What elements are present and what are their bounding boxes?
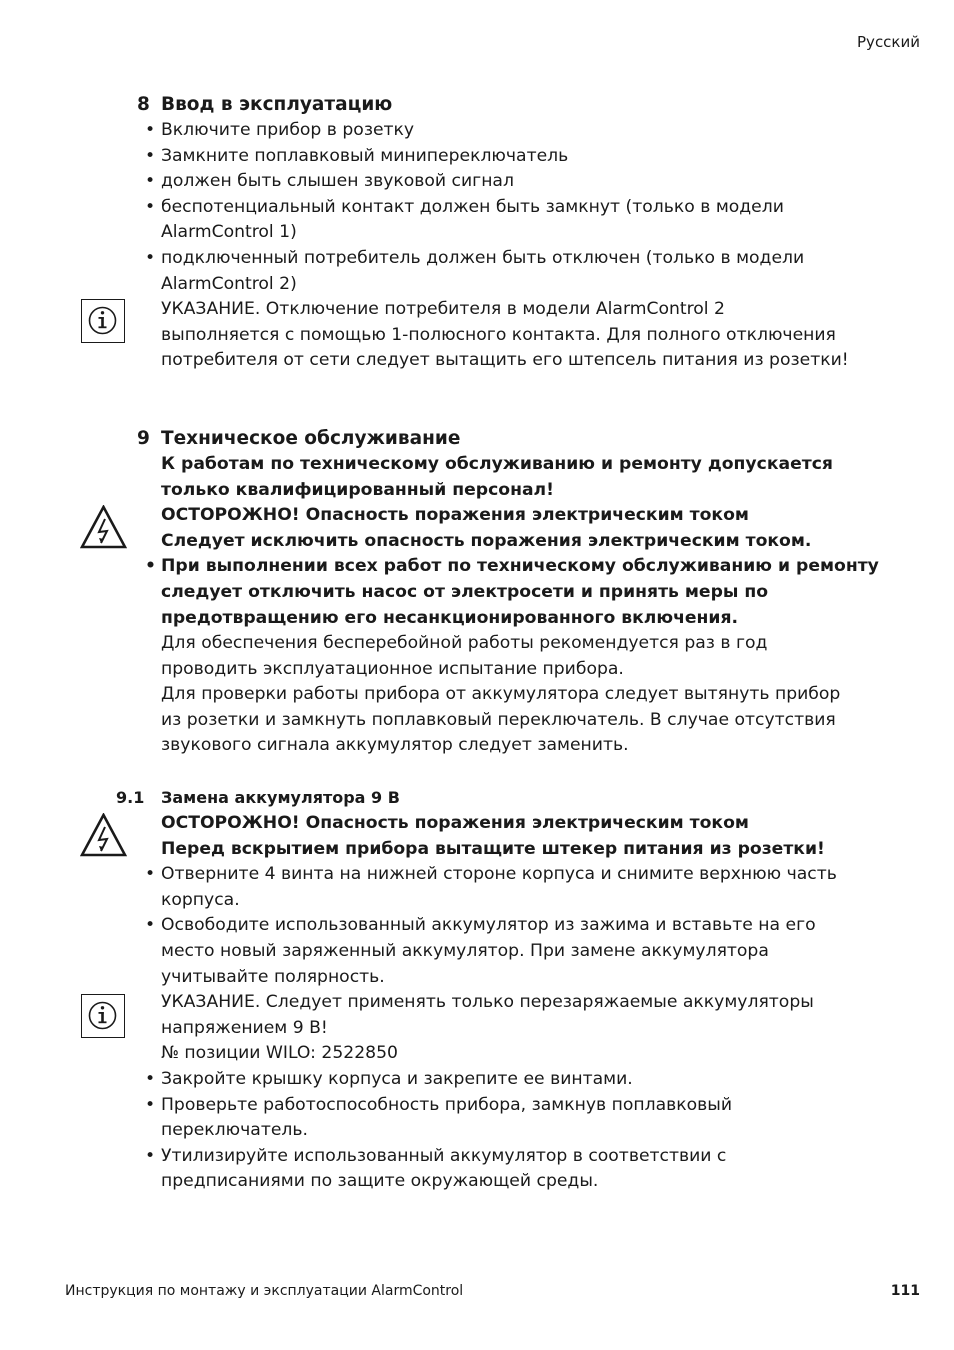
list-item-continuation: учитывайте полярность. [161, 966, 385, 987]
paragraph-text: из розетки и замкнуть поплавковый переключатель. В случае отсутствия [161, 709, 836, 730]
electric-hazard-icon [80, 505, 127, 549]
section-number: 8 [137, 94, 150, 115]
list-item: • Закройте крышку корпуса и закрепите ее винтами. [161, 1067, 841, 1093]
section-title: Техническое обслуживание [161, 427, 461, 449]
page-number: 111 [890, 1283, 920, 1299]
section-heading [137, 92, 841, 118]
list-item-continuation: предписаниями по защите окружающей среды. [161, 1171, 599, 1192]
warning-text: ОСТОРОЖНО! Опасность поражения электрическим током [161, 813, 749, 834]
list-item: • Проверьте работоспособность прибора, замкнув поплавковый [161, 1093, 841, 1119]
list-item: • Утилизируйте использованный аккумулятор в соответствии с [161, 1144, 841, 1170]
list-item: • Замкните поплавковый миниперeключатель [161, 144, 841, 170]
list-item-continuation: переключатель. [161, 1120, 308, 1141]
list-item-continuation: корпуса. [161, 889, 240, 910]
note-text: № позиции WILO: 2522850 [161, 1043, 398, 1064]
list-item: • Включите прибор в розетку [161, 118, 841, 144]
paragraph-text: Для проверки работы прибора от аккумулятора следует вытянуть прибор [161, 684, 841, 705]
list-item: • Отверните 4 винта на нижней стороне корпуса и снимите верхнюю часть [161, 862, 841, 888]
language-label: Русский [857, 33, 920, 51]
section-heading [137, 426, 841, 452]
paragraph-text: Для обеспечения бесперебойной работы рекомендуется раз в год [161, 633, 768, 654]
warning-text: Следует исключить опасность поражения электрическим током. [161, 530, 812, 551]
list-item-continuation: место новый заряженный аккумулятор. При замене аккумулятора [161, 941, 769, 962]
subsection-number: 9.1 [116, 788, 145, 808]
paragraph-text: проводить эксплуатационное испытание прибора. [161, 658, 624, 679]
subsection-title: Замена аккумулятора 9 В [161, 788, 400, 808]
note-text: выполняется с помощью 1-полюсного контакта. Для полного отключения [161, 324, 836, 345]
info-icon [81, 994, 125, 1038]
note-text: УКАЗАНИЕ. Следует применять только перезаряжаемые аккумуляторы [161, 992, 814, 1013]
note-text: напряжением 9 В! [161, 1017, 328, 1038]
note-text: потребителя от сети следует вытащить его штепсель питания из розетки! [161, 350, 849, 371]
note-text: УКАЗАНИЕ. Отключение потребителя в модели AlarmControl 2 [161, 299, 725, 320]
section-title: Ввод в эксплуатацию [161, 94, 393, 115]
paragraph-text: звукового сигнала аккумулятор следует заменить. [161, 735, 629, 756]
warning-text: Перед вскрытием прибора вытащите штекер питания из розетки! [161, 838, 825, 859]
list-item: • беспотенциальный контакт должен быть замкнут (только в модели [161, 195, 841, 221]
footer-manual-title: Инструкция по монтажу и эксплуатации AlarmControl [65, 1283, 464, 1299]
warning-text: ОСТОРОЖНО! Опасность поражения электрическим током [161, 505, 749, 526]
intro-text: только квалифицированный персонал! [161, 479, 554, 500]
main-content [116, 92, 879, 1195]
list-item-continuation: следует отключить насос от электросети и принять меры по [161, 581, 769, 602]
intro-text: К работам по техническому обслуживанию и ремонту допускается [161, 453, 833, 474]
list-item: • подключенный потребитель должен быть отключен (только в модели [161, 246, 841, 272]
subsection-heading [116, 785, 841, 811]
info-icon [81, 299, 125, 343]
list-item-continuation: предотвращению его несанкционированного включения. [161, 607, 739, 628]
list-item-continuation: AlarmControl 2) [161, 273, 297, 294]
list-item: • Освободите использованный аккумулятор из зажима и вставьте на его [161, 913, 841, 939]
list-item-continuation: AlarmControl 1) [161, 222, 297, 243]
list-item: • должен быть слышен звуковой сигнал [161, 169, 841, 195]
list-item: • При выполнении всех работ по техническому обслуживанию и ремонту [161, 554, 841, 580]
electric-hazard-icon [80, 813, 127, 857]
section-number: 9 [137, 427, 150, 449]
